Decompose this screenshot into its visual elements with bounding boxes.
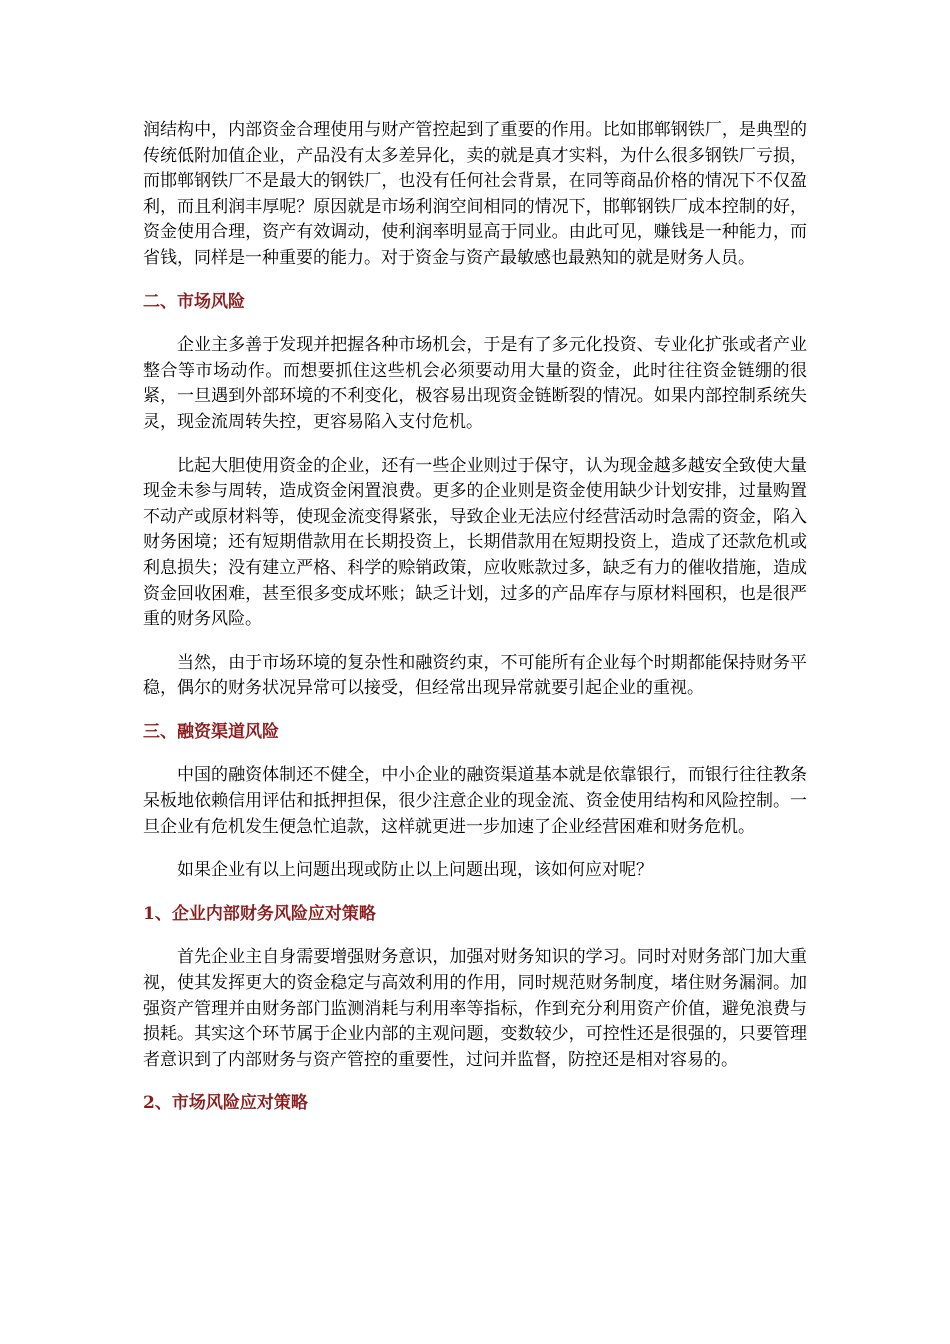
paragraph-internal-strategy: 首先企业主自身需要增强财务意识，加强对财务知识的学习。同时对财务部门加大重视，使其发挥更大的资金稳定与高效利用的作用，同时规范财务制度，堵住财务漏洞。加强资产管理并由财务部门监测消耗与利用率等指标，作到充分利用资产价值，避免浪费与损耗。其实这个环节属于企业内部的主观问题，变数较少，可控性还是很强的，只要管理者意识到了内部财务与资产管控的重要性，过问并监督，防控还是相对容易的。 (143, 947, 807, 1070)
paragraph-conservative-enterprises: 比起大胆使用资金的企业，还有一些企业则过于保守，认为现金越多越安全致使大量现金未参与周转，造成资金闲置浪费。更多的企业则是资金使用缺少计划安排，过量购置不动产或原材料等，使现金流变得紧张，导致企业无法应付经营活动时急需的资金，陷入财务困境；还有短期借款用在长期投资上，长期借款用在短期投资上，造成了还款危机或利息损失；没有建立严格、科学的赊销政策，应收账款过多，缺乏有力的催收措施，造成资金回收困难，甚至很多变成坏账；缺乏计划，过多的产品库存与原材料囤积，也是很严重的财务风险。 (143, 455, 807, 630)
heading-market-risk: 二、市场风险 (143, 291, 245, 312)
paragraph-intro: 润结构中，内部资金合理使用与财产管控起到了重要的作用。比如邯郸钢铁厂，是典型的传统低附加值企业，产品没有太多差异化，卖的就是真才实料，为什么很多钢铁厂亏损，而邯郸钢铁厂不是最大的钢铁厂，也没有任何社会背景，在同等商品价格的情况下不仅盈利，而且利润丰厚呢？原因就是市场利润空间相同的情况下，邯郸钢铁厂成本控制的好，资金使用合理，资产有效调动，使利润率明显高于同业。由此可见，赚钱是一种能力，而省钱，同样是一种重要的能力。对于资金与资产最敏感也最熟知的就是财务人员。 (143, 120, 807, 268)
heading-market-strategy: 2、市场风险应对策略 (143, 1093, 308, 1114)
paragraph-financing-system: 中国的融资体制还不健全，中小企业的融资渠道基本就是依靠银行，而银行往往教条呆板地依赖信用评估和抵押担保，很少注意企业的现金流、资金使用结构和风险控制。一旦企业有危机发生便急忙追款，这样就更进一步加速了企业经营困难和财务危机。 (143, 765, 807, 837)
heading-internal-strategy: 1、企业内部财务风险应对策略 (143, 903, 376, 924)
paragraph-how-to-respond: 如果企业有以上问题出现或防止以上问题出现，该如何应对呢？ (177, 860, 653, 881)
document-page (143, 118, 807, 1135)
heading-financing-channel-risk: 三、融资渠道风险 (143, 721, 279, 742)
paragraph-market-opportunity: 企业主多善于发现并把握各种市场机会，于是有了多元化投资、专业化扩张或者产业整合等市场动作。而想要抓住这些机会必须要动用大量的资金，此时往往资金链绷的很紧，一旦遇到外部环境的不利变化，极容易出现资金链断裂的情况。如果内部控制系统失灵，现金流周转失控，更容易陷入支付危机。 (143, 335, 807, 432)
paragraph-financial-stability: 当然，由于市场环境的复杂性和融资约束，不可能所有企业每个时期都能保持财务平稳，偶尔的财务状况异常可以接受，但经常出现异常就要引起企业的重视。 (143, 652, 807, 699)
